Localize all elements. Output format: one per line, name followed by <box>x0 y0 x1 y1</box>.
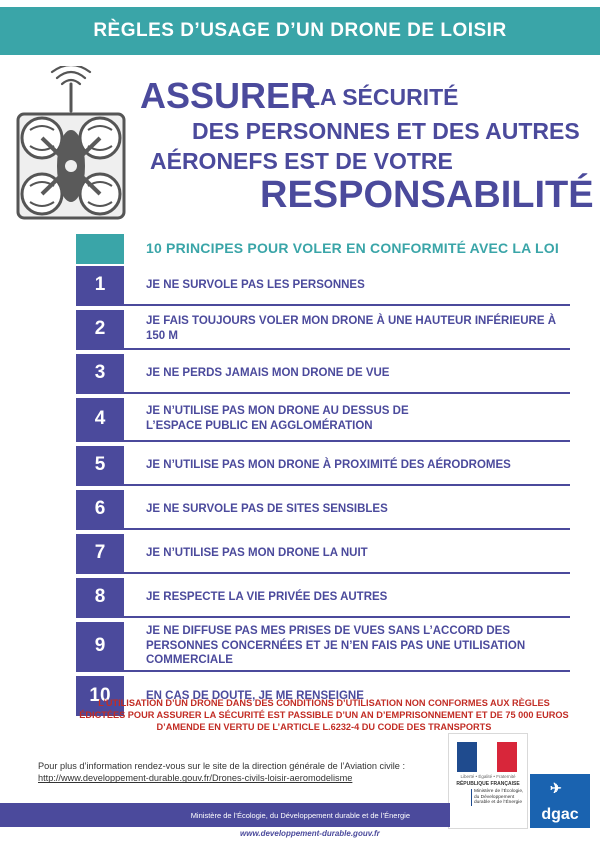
rule-number: 8 <box>76 578 124 616</box>
footer-ministry: Ministère de l’Écologie, du Développement durable et de l’Énergie <box>190 810 410 820</box>
rule-number: 4 <box>76 398 124 440</box>
rule-number: 9 <box>76 622 124 670</box>
dgac-label: dgac <box>541 806 579 823</box>
principles-marker <box>76 234 124 264</box>
rule-item <box>76 266 570 306</box>
info-block <box>38 760 458 785</box>
rule-number: 7 <box>76 534 124 572</box>
rule-item <box>76 398 570 442</box>
rf-label: RÉPUBLIQUE FRANÇAISE <box>456 781 520 787</box>
rule-item <box>76 310 570 350</box>
marianne-logo <box>448 733 528 829</box>
top-bar <box>0 0 600 63</box>
headline-responsabilite: RESPONSABILITÉ <box>260 174 594 216</box>
dgac-logo <box>530 774 590 828</box>
rule-text: EN CAS DE DOUTE, JE ME RENSEIGNE <box>146 689 364 702</box>
rule-number: 2 <box>76 310 124 348</box>
rule-item <box>76 622 570 672</box>
principles-title: 10 PRINCIPES POUR VOLER EN CONFORMITÉ AVEC LA LOI <box>146 240 559 256</box>
rule-text: JE N’UTILISE PAS MON DRONE LA NUIT <box>146 546 368 559</box>
tricolor-flag <box>457 742 517 772</box>
rule-text: JE RESPECTE LA VIE PRIVÉE DES AUTRES <box>146 590 388 603</box>
legal-warning: L’UTILISATION D’UN DRONE DANS DES CONDITIONS D’UTILISATION NON CONFORMES AUX RÈGLES ÉDICTÉES POUR ASSURER LA SÉCURITÉ EST PASSIBLE D’UN AN D’EMPRISONNEMENT ET DE 75 000 EUROS D’AMENDE EN VERTU DE L’ARTICLE L.6232-4 DU CODE DES TRANSPORTS <box>79 698 569 732</box>
rule-item <box>76 490 570 530</box>
page-title: RÈGLES D’USAGE D’UN DRONE DE LOISIR <box>93 20 507 41</box>
rule-text: JE FAIS TOUJOURS VOLER MON DRONE À UNE HAUTEUR INFÉRIEURE À 150 M <box>146 315 556 342</box>
ministry-small-text: Ministère de l’Écologie, du Développement durable et de l’Énergie <box>471 789 526 806</box>
headline-securite: LA SÉCURITÉ <box>306 84 459 110</box>
rule-text: JE N’UTILISE PAS MON DRONE À PROXIMITÉ DES AÉRODROMES <box>146 458 511 471</box>
rule-number: 3 <box>76 354 124 392</box>
title-band <box>0 7 600 55</box>
rule-text: JE NE SURVOLE PAS LES PERSONNES <box>146 278 365 291</box>
rule-number: 6 <box>76 490 124 528</box>
rule-number: 10 <box>76 676 124 716</box>
rule-text: JE NE PERDS JAMAIS MON DRONE DE VUE <box>146 366 390 379</box>
headline-assurer: ASSURER <box>140 75 317 116</box>
principles-header <box>76 234 570 264</box>
drone-icon <box>12 66 130 226</box>
info-link[interactable]: http://www.developpement-durable.gouv.fr/Drones-civils-loisir-aeromodelisme <box>38 773 353 784</box>
rule-text: JE N’UTILISE PAS MON DRONE AU DESSUS DE L’ESPACE PUBLIC EN AGGLOMÉRATION <box>146 405 409 432</box>
footer-band <box>0 803 450 827</box>
rf-motto: Liberté • Égalité • Fraternité <box>460 774 516 779</box>
rule-text: JE NE DIFFUSE PAS MES PRISES DE VUES SANS L’ACCORD DES PERSONNES CONCERNÉES ET JE N’EN FAIS PAS UNE UTILISATION COMMERCIALE <box>146 624 526 667</box>
principles-list <box>76 266 570 720</box>
info-text: Pour plus d’information rendez-vous sur le site de la direction générale de l’Aviation civile : <box>38 761 406 771</box>
dgac-bird-icon: ✈ <box>550 780 562 796</box>
headline-line3: AÉRONEFS EST DE VOTRE <box>150 148 453 174</box>
rule-number: 1 <box>76 266 124 304</box>
headline-line2: DES PERSONNES ET DES AUTRES <box>192 118 580 144</box>
rule-number: 5 <box>76 446 124 484</box>
rule-item <box>76 534 570 574</box>
rule-item <box>76 446 570 486</box>
rule-text: JE NE SURVOLE PAS DE SITES SENSIBLES <box>146 502 388 515</box>
rule-item <box>76 578 570 618</box>
footer-url[interactable]: www.developpement-durable.gouv.fr <box>240 829 380 838</box>
rule-item <box>76 354 570 394</box>
